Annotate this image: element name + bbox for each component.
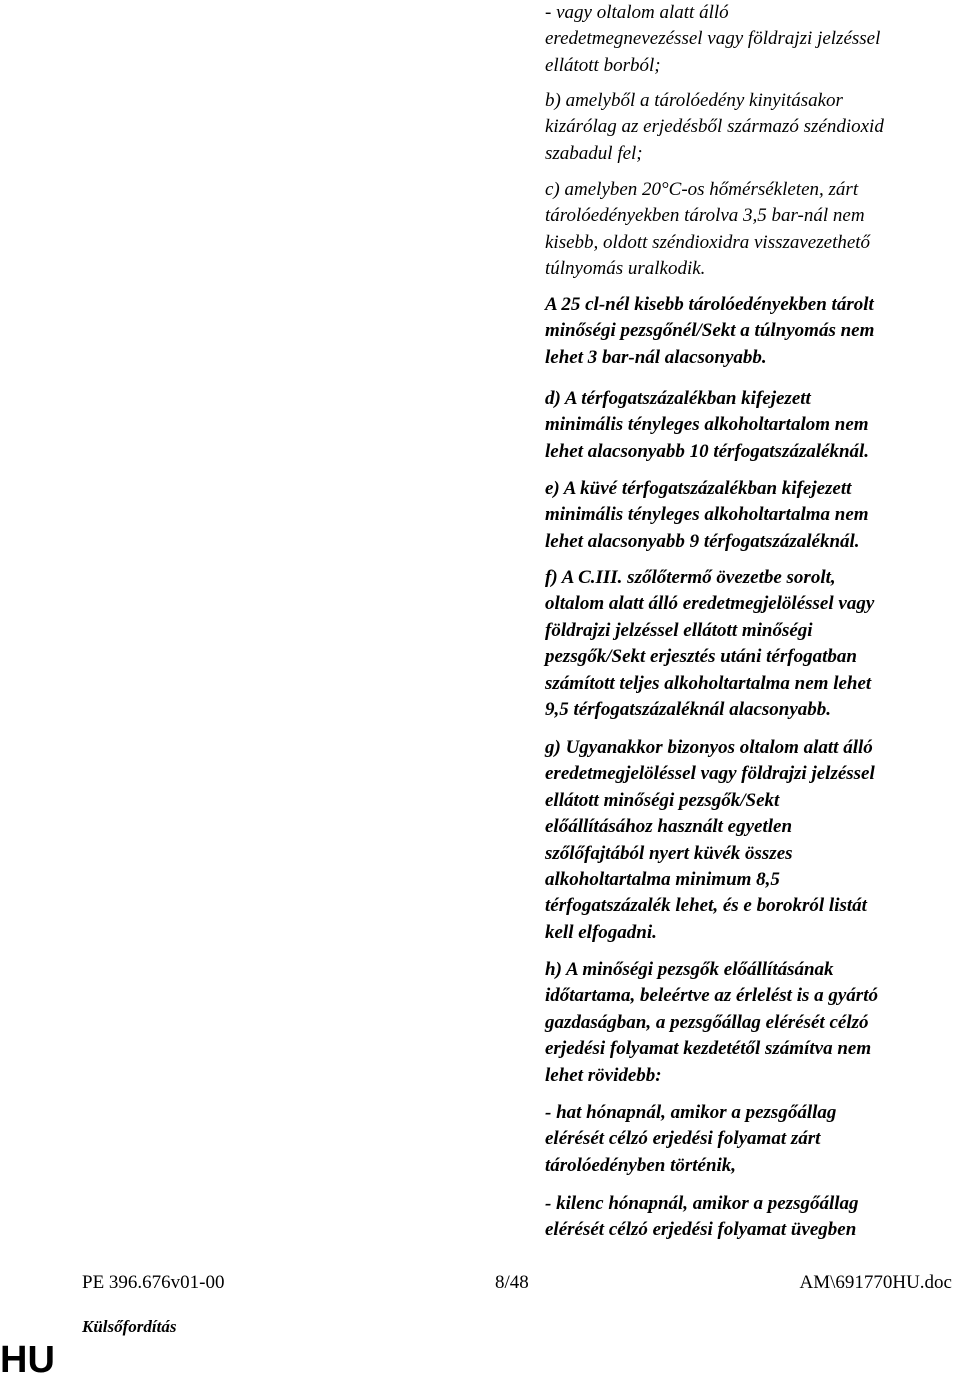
language-code: HU	[0, 1339, 55, 1381]
file-reference: AM\691770HU.doc	[799, 1272, 952, 1293]
paragraph-f: f) A C.III. szőlőtermő övezetbe sorolt, oltalom alatt álló eredetmegjelöléssel vagy földrajzi jelzéssel ellátott minőségi pezsgők/Sekt erjesztés utáni térfogatban számított teljes alkoholtartalma nem lehet 9,5 térfogatszázaléknál alacsonyabb.	[545, 567, 875, 721]
translation-note: Külsőfordítás	[82, 1317, 177, 1336]
paragraph-six-months: - hat hónapnál, amikor a pezsgőállag elérését célzó erjedési folyamat zárt tárolóedényben történik,	[545, 1102, 837, 1176]
paragraph-b: b) amelyből a tárolóedény kinyitásakor kizárólag az erjedésből származó széndioxid szabadul fel;	[545, 90, 884, 164]
paragraph-c: c) amelyben 20°C-os hőmérsékleten, zárt tárolóedényekben tárolva 3,5 bar-nál nem kisebb, oldott széndioxidra visszavezethető túlnyomás uralkodik.	[545, 179, 871, 280]
paragraph-nine-months: - kilenc hónapnál, amikor a pezsgőállag elérését célzó erjedési folyamat üvegben	[545, 1193, 859, 1241]
paragraph-e: e) A küvé térfogatszázalékban kifejezett minimális tényleges alkoholtartalma nem lehet alacsonyabb 9 térfogatszázaléknál.	[545, 478, 869, 552]
page-number: 8/48	[495, 1272, 529, 1293]
paragraph-intro: - vagy oltalom alatt álló eredetmegnevezéssel vagy földrajzi jelzéssel ellátott borból;	[545, 2, 881, 76]
paragraph-25cl: A 25 cl-nél kisebb tárolóedényekben tárolt minőségi pezsgőnél/Sekt a túlnyomás nem lehet 3 bar-nál alacsonyabb.	[545, 294, 875, 368]
page-footer	[82, 1271, 952, 1295]
paragraph-h: h) A minőségi pezsgők előállításának időtartama, beleértve az érlelést is a gyártó gazdaságban, a pezsgőállag elérését célzó erjedési folyamat kezdetétől számítva nem lehet rövidebb:	[545, 959, 878, 1086]
document-reference: PE 396.676v01-00	[82, 1272, 225, 1293]
paragraph-d: d) A térfogatszázalékban kifejezett minimális tényleges alkoholtartalom nem lehet alacsonyabb 10 térfogatszázaléknál.	[545, 388, 870, 462]
paragraph-g: g) Ugyanakkor bizonyos oltalom alatt álló eredetmegjelöléssel vagy földrajzi jelzéssel ellátott minőségi pezsgők/Sekt előállításához használt egyetlen szőlőfajtából nyert küvék összes alkoholtartalma minimum 8,5 térfogatszázalék lehet, és e borokról listát kell elfogadni.	[545, 737, 875, 943]
